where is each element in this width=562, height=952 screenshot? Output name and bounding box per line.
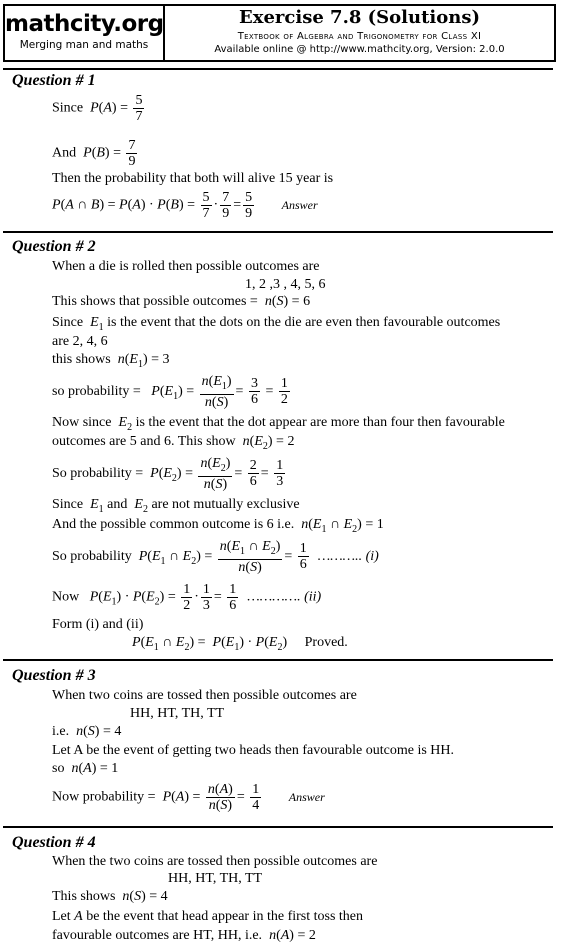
line: 1, 2 ,3 , 4, 5, 6 (245, 277, 326, 292)
text: ……….. (i) (317, 549, 379, 565)
question-title: Question # 1 (12, 72, 96, 89)
line: When the two coins are tossed then possible outcomes are (52, 854, 378, 869)
line: Form (i) and (ii) (52, 617, 144, 632)
header-text (165, 6, 554, 56)
answer-label: Answer (281, 197, 318, 212)
section-rule (3, 231, 553, 233)
line: HH, HT, TH, TT (130, 706, 225, 721)
availability: Available online @ http://www.mathcity.org, Version: 2.0.0 (214, 44, 505, 55)
line: This shows that possible outcomes = n(S) = 6 (52, 294, 311, 309)
line: When a die is rolled then possible outcomes are (52, 259, 320, 274)
equation-line: So probability = $P(E_2)$ = $\frac{n(E_2)}{n(S)}$ = $\frac{2}{6}$ = $\frac{1}{3}$ (52, 456, 284, 492)
section-rule (3, 68, 553, 70)
text: so (52, 761, 65, 776)
line: This shows n(S) = 4 (52, 889, 168, 904)
text: is the event that the dots on the die are even then favourable outcomes (107, 315, 501, 330)
line: this shows $n(E_1) = 3$ (52, 352, 170, 370)
line: Then the probability that both will alive 15 year is (52, 171, 334, 186)
line: so n(A) = 1 (52, 761, 119, 776)
equation-line: so probability = $P(E_1)$ = $\frac{n(E_1)}{n(S)}$ = $\frac{3}{6}$ = $\frac{1}{2}$ (52, 374, 288, 410)
line: Let A be the event that head appear in the first toss then (52, 909, 364, 924)
text: Since (52, 497, 84, 512)
subtitle: Textbook of Algebra and Trigonometry for Class XI (237, 31, 482, 42)
text: …………. (ii) (247, 589, 322, 605)
text: This shows that possible outcomes = (52, 294, 258, 309)
line: When two coins are tossed then possible outcomes are (52, 688, 357, 703)
text: And the possible common outcome is 6 i.e. (52, 517, 295, 532)
question-title: Question # 3 (12, 667, 96, 684)
text: Since (52, 315, 84, 330)
line: Now since $E_2$ is the event that the dot appear are more than four then favourable (52, 415, 505, 433)
line: And P(B) = $\frac{7}{9}$ (52, 138, 136, 169)
text: outcomes are 5 and 6. This show (52, 434, 236, 449)
section-rule (3, 659, 553, 661)
logo-box (5, 6, 165, 60)
equation-line: Now probability = P(A) = $\frac{n(A)}{n(S)}$ = $\frac{1}{4}$ Answer (52, 782, 325, 813)
line: Since P(A) = $\frac{5}{7}$ (52, 93, 143, 124)
line: i.e. n(S) = 4 (52, 724, 122, 739)
text: i.e. (52, 724, 70, 739)
text: Now since (52, 415, 112, 430)
logo: mathcity.org (5, 11, 164, 37)
text: And (52, 145, 77, 161)
text: this shows (52, 352, 111, 367)
page-title: Exercise 7.8 (Solutions) (239, 7, 480, 28)
line: Since $E_1$ and $E_2$ are not mutually exclusive (52, 497, 300, 515)
text: are not mutually exclusive (151, 497, 300, 512)
line: outcomes are 5 and 6. This show $n(E_2) = 2$ (52, 434, 295, 452)
question-title: Question # 4 (12, 834, 96, 851)
text: is the event that the dot appear are more than four then favourable (135, 415, 505, 430)
text: Now (52, 589, 80, 605)
text: be the event that head appear in the first toss then (86, 909, 364, 924)
text: Let (52, 909, 71, 924)
text: So probability (52, 549, 132, 565)
equation-line: Now $P(E_1) \cdot P(E_2)$ = $\frac{1}{2}$ · $\frac{1}{3}$ = $\frac{1}{6}$ …………. (ii) (52, 582, 322, 613)
header-box (3, 4, 556, 62)
line: Since $E_1$ is the event that the dots on the die are even then favourable outcomes (52, 315, 501, 333)
equation-line: $P(E_1$ ∩ $E_2) = P(E_1) \cdot P(E_2)$ Proved. (132, 635, 348, 653)
text: Since (52, 100, 84, 116)
equation-line: P(A ∩ B) = P(A) · P(B) = $\frac{5}{7}$ · $\frac{7}{9}$ = $\frac{5}{9}$ Answer (52, 190, 318, 221)
tagline: Merging man and maths (19, 39, 149, 51)
text: This shows (52, 889, 116, 904)
line: favourable outcomes are HT, HH, i.e. n(A) = 2 (52, 928, 316, 943)
line: are 2, 4, 6 (52, 334, 108, 349)
section-rule (3, 826, 553, 828)
answer-label: Answer (288, 789, 325, 804)
question-title: Question # 2 (12, 238, 96, 255)
text: Proved. (304, 635, 348, 650)
text: so probability = (52, 384, 141, 400)
equation-line: So probability $P(E_1$ ∩ $E_2$) = $\frac{n(E_1 \cap E_2)}{n(S)}$ = $\frac{1}{6}$ ……….. (i) (52, 539, 379, 575)
text: and (107, 497, 128, 512)
line: Let A be the event of getting two heads then favourable outcome is HH. (52, 743, 455, 758)
text: Now probability = (52, 789, 156, 805)
line: And the possible common outcome is 6 i.e. $n(E_1$ ∩ $E_2) = 1$ (52, 517, 384, 535)
text: So probability = (52, 466, 144, 482)
text: favourable outcomes are HT, HH, i.e. (52, 928, 263, 943)
line: HH, HT, TH, TT (168, 871, 263, 886)
